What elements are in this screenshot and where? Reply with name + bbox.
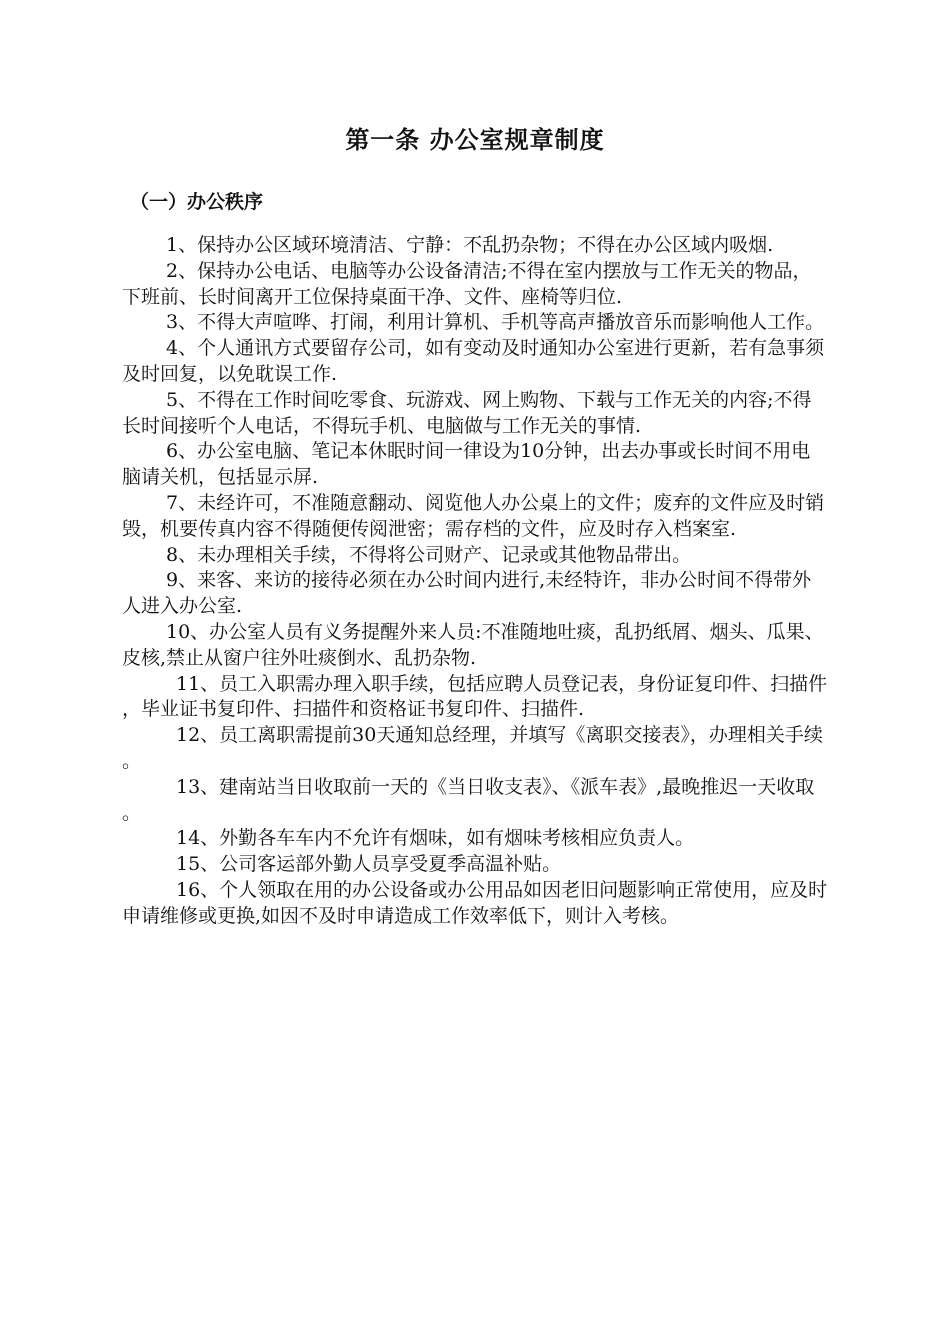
rule-item-7: 7、未经许可，不准随意翻动、阅览他人办公桌上的文件；废弃的文件应及时销毁，机要传真内容不得随便传阅泄密；需存档的文件，应及时存入档案室. xyxy=(122,491,825,540)
rule-item-10: 10、办公室人员有义务提醒外来人员:不准随地吐痰，乱扔纸屑、烟头、瓜果、皮核,禁止从窗户往外吐痰倒水、乱扔杂物. xyxy=(122,620,824,669)
rule-item-1: 1、保持办公区域环境清洁、宁静：不乱扔杂物；不得在办公区域内吸烟. xyxy=(166,234,774,256)
rule-item-2: 2、保持办公电话、电脑等办公设备清洁;不得在室内摆放与工作无关的物品，下班前、长时间离开工位保持桌面干净、文件、座椅等归位. xyxy=(122,259,812,308)
page-title: 第一条 办公室规章制度 xyxy=(345,126,605,154)
rules-list xyxy=(122,233,828,930)
rule-item-14: 14、外勤各车车内不允许有烟味，如有烟味考核相应负责人。 xyxy=(176,827,695,850)
rule-item-12: 12、员工离职需提前30天通知总经理，并填写《离职交接表》，办理相关手续。 xyxy=(122,724,823,772)
rule-item-6: 6、办公室电脑、笔记本休眠时间一律设为10分钟，出去办事或长时间不用电脑请关机，包括显示屏. xyxy=(122,440,811,489)
rule-item-9: 9、来客、来访的接待必须在办公时间内进行,未经特许，非办公时间不得带外人进入办公室. xyxy=(122,569,812,618)
section-heading: （一）办公秩序 xyxy=(130,191,264,213)
rule-item-4: 4、个人通讯方式要留存公司，如有变动及时通知办公室进行更新，若有急事须及时回复，以免耽误工作. xyxy=(122,337,825,385)
rule-item-16: 16、个人领取在用的办公设备或办公用品如因老旧问题影响正常使用，应及时申请维修或更换,如因不及时申请造成工作效率低下，则计入考核。 xyxy=(122,878,828,927)
rule-item-13: 13、建南站当日收取前一天的《当日收支表》、《派车表》,最晚推迟一天收取。 xyxy=(122,775,815,824)
rule-item-5: 5、不得在工作时间吃零食、玩游戏、网上购物、下载与工作无关的内容;不得长时间接听个人电话，不得玩手机、电脑做与工作无关的事情. xyxy=(122,388,812,437)
rule-item-11: 11、员工入职需办理入职手续，包括应聘人员登记表，身份证复印件、扫描件，毕业证书复印件、扫描件和资格证书复印件、扫描件. xyxy=(122,672,828,721)
rule-item-3: 3、不得大声喧哗、打闹，利用计算机、手机等高声播放音乐而影响他人工作。 xyxy=(166,311,825,334)
rule-item-15: 15、公司客运部外勤人员享受夏季高温补贴。 xyxy=(176,853,562,876)
rule-item-8: 8、未办理相关手续，不得将公司财产、记录或其他物品带出。 xyxy=(166,543,692,566)
